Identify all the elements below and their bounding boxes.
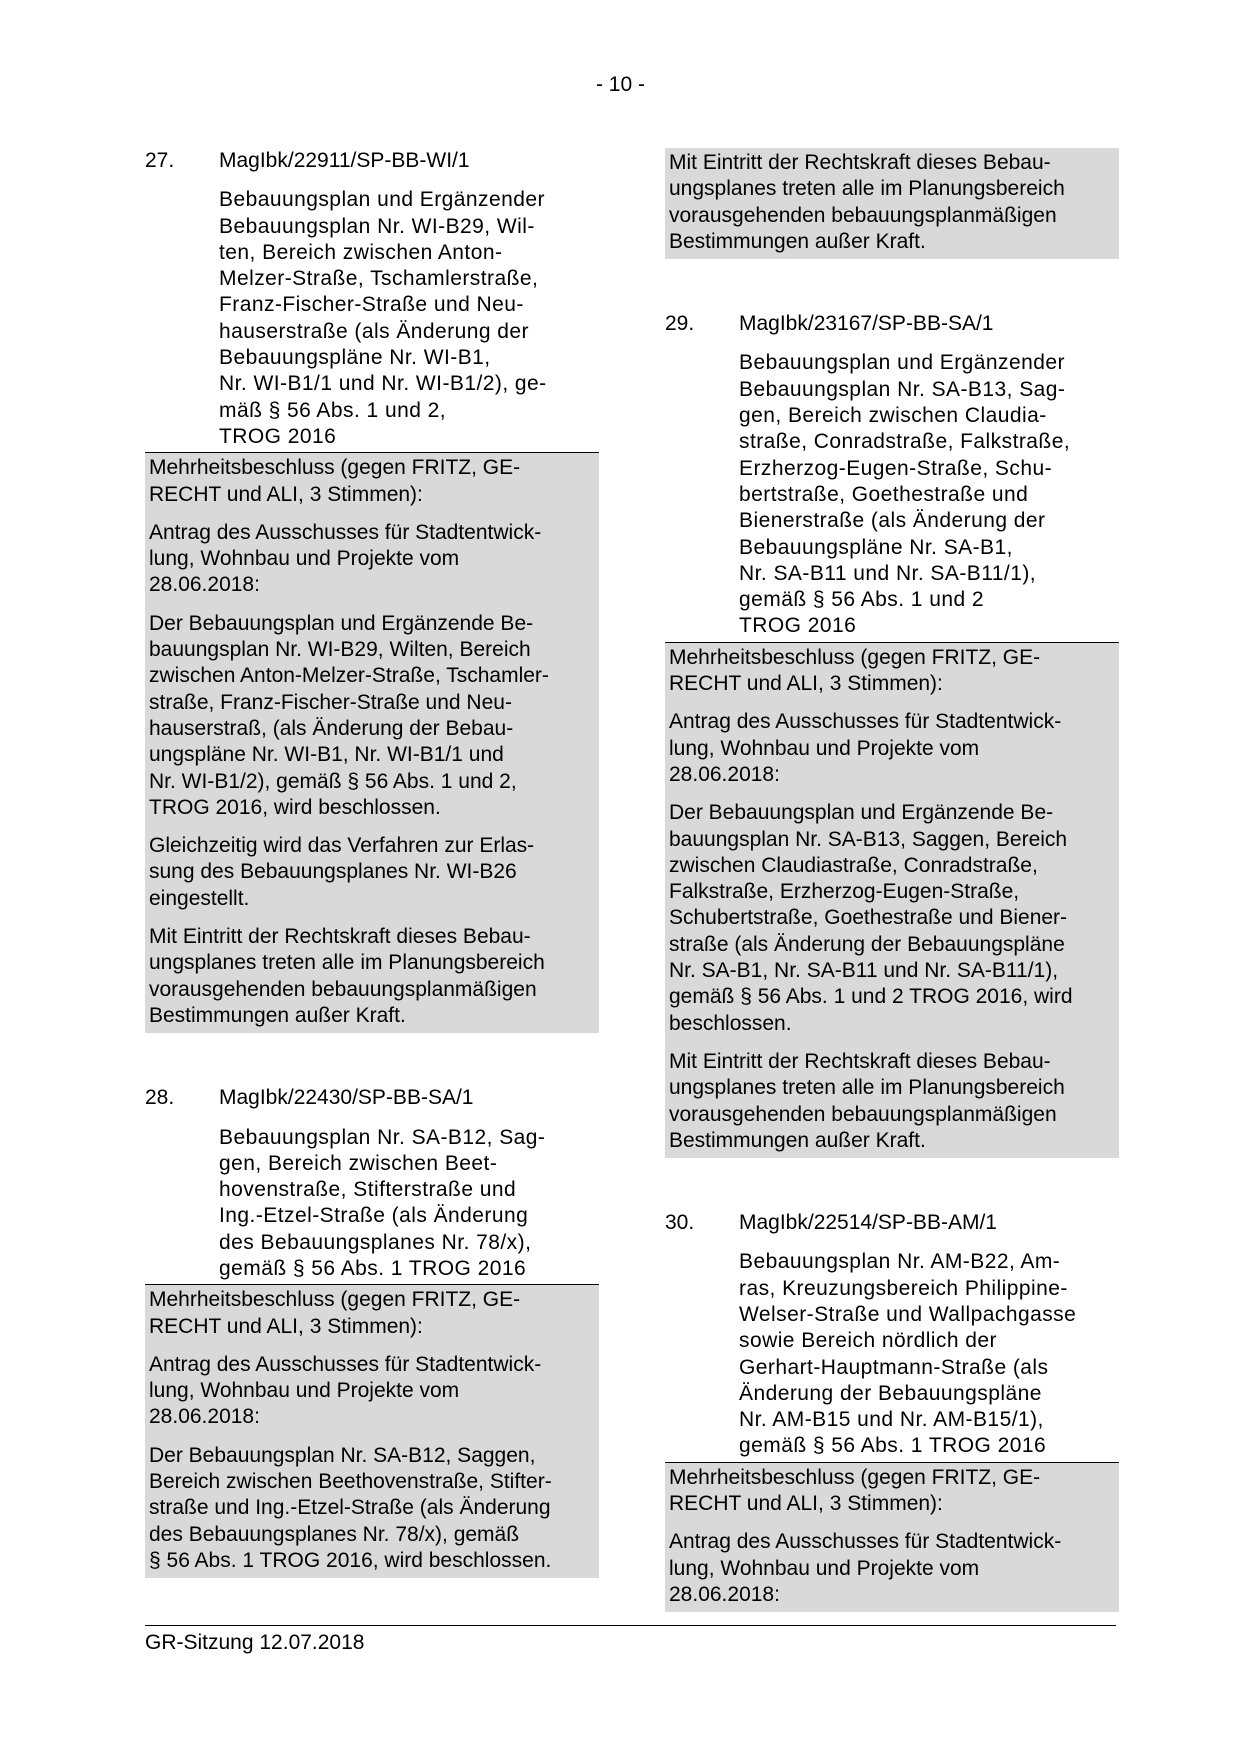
text-line: Antrag des Ausschusses für Stadtentwick- — [669, 710, 1062, 734]
item-number: 28. — [145, 1086, 175, 1110]
continued-decision-box — [665, 148, 1119, 259]
text-line: 28.06.2018: — [149, 573, 260, 597]
text-line: zwischen Claudiastraße, Conradstraße, — [669, 853, 1038, 877]
title-line: ras, Kreuzungsbereich Philippine- — [739, 1276, 1068, 1300]
item-reference: MagIbk/22430/SP-BB-SA/1 — [219, 1086, 474, 1110]
title-line: gemäß § 56 Abs. 1 TROG 2016 — [219, 1256, 527, 1280]
right-column — [665, 148, 1119, 1612]
motion-text — [149, 520, 595, 599]
left-column — [145, 148, 599, 1578]
title-line: straße, Conradstraße, Falkstraße, — [739, 430, 1071, 454]
text-line: ungsplanes treten alle im Planungsbereich — [149, 951, 545, 975]
text-line: Antrag des Ausschusses für Stadtentwick- — [149, 1352, 542, 1376]
title-line: TROG 2016 — [219, 424, 337, 448]
text-line: lung, Wohnbau und Projekte vom — [149, 1379, 460, 1403]
text-line: Mit Eintritt der Rechtskraft dieses Bebau- — [669, 151, 1051, 174]
text-line: lung, Wohnbau und Projekte vom — [669, 736, 980, 760]
resolution-text — [149, 1443, 595, 1574]
title-line: Bebauungsplan Nr. SA-B12, Sag- — [219, 1125, 546, 1149]
text-line: Bestimmungen außer Kraft. — [669, 229, 926, 253]
text-line: Antrag des Ausschusses für Stadtentwick- — [149, 520, 542, 544]
text-line: RECHT und ALI, 3 Stimmen): — [669, 672, 943, 696]
title-line: Bebauungsplan Nr. AM-B22, Am- — [739, 1250, 1061, 1274]
item-number: 27. — [145, 149, 175, 172]
decision-box — [145, 453, 599, 1033]
text-line: straße und Ing.-Etzel-Straße (als Änderung — [149, 1496, 551, 1520]
resolution-text — [149, 611, 595, 821]
repeal-text — [669, 1049, 1115, 1154]
text-line: vorausgehenden bebauungsplanmäßigen — [669, 1102, 1057, 1126]
vote-result — [669, 645, 1115, 698]
text-line: ungspläne Nr. WI-B1, Nr. WI-B1/1 und — [149, 743, 504, 767]
text-line: 28.06.2018: — [669, 1582, 780, 1606]
title-line: gemäß § 56 Abs. 1 und 2 — [739, 588, 985, 612]
title-line: gemäß § 56 Abs. 1 TROG 2016 — [739, 1434, 1047, 1458]
item-number: 30. — [665, 1211, 695, 1235]
text-line: ungsplanes treten alle im Planungsbereich — [669, 1076, 1065, 1100]
text-line: Mehrheitsbeschluss (gegen FRITZ, GE- — [149, 456, 521, 480]
text-line: straße, Franz-Fischer-Straße und Neu- — [149, 690, 512, 714]
item-title — [739, 350, 1119, 641]
title-line: Bebauungsplan und Ergänzender — [739, 351, 1065, 375]
item-reference: MagIbk/22514/SP-BB-AM/1 — [739, 1211, 997, 1235]
text-line: lung, Wohnbau und Projekte vom — [149, 547, 460, 571]
text-line: zwischen Anton-Melzer-Straße, Tschamler- — [149, 664, 549, 688]
vote-result — [149, 455, 595, 508]
text-line: des Bebauungsplanes Nr. 78/x), gemäß — [149, 1522, 520, 1546]
text-line: vorausgehenden bebauungsplanmäßigen — [149, 977, 537, 1001]
motion-text — [149, 1352, 595, 1431]
text-line: beschlossen. — [669, 1011, 792, 1035]
title-line: gen, Bereich zwischen Claudia- — [739, 404, 1047, 428]
title-line: Bebauungspläne Nr. WI-B1, — [219, 346, 491, 370]
item-title — [739, 1249, 1119, 1461]
repeal-text — [149, 924, 595, 1029]
text-line: Bestimmungen außer Kraft. — [149, 1003, 406, 1027]
title-line: Gerhart-Hauptmann-Straße (als — [739, 1355, 1049, 1379]
text-line: straße (als Änderung der Bebauungspläne — [669, 932, 1065, 956]
title-line: Bebauungsplan Nr. WI-B29, Wil- — [219, 214, 535, 238]
agenda-item-28 — [145, 1085, 599, 1578]
title-line: Bebauungsplan und Ergänzender — [219, 188, 545, 212]
title-line: gen, Bereich zwischen Beet- — [219, 1151, 498, 1175]
title-line: Melzer-Straße, Tschamlerstraße, — [219, 267, 539, 291]
decision-box — [145, 1285, 599, 1578]
text-line: RECHT und ALI, 3 Stimmen): — [149, 482, 423, 506]
title-line: sowie Bereich nördlich der — [739, 1329, 997, 1353]
text-line: Mehrheitsbeschluss (gegen FRITZ, GE- — [669, 1465, 1041, 1489]
spacer — [665, 259, 1119, 311]
title-line: Bienerstraße (als Änderung der — [739, 509, 1046, 533]
motion-text — [669, 1529, 1115, 1608]
item-header — [665, 1210, 1119, 1236]
title-line: Franz-Fischer-Straße und Neu- — [219, 293, 524, 317]
item-header — [665, 311, 1119, 337]
text-line: RECHT und ALI, 3 Stimmen): — [669, 1492, 943, 1516]
text-line: sung des Bebauungsplanes Nr. WI-B26 — [149, 860, 517, 884]
vote-result — [669, 1465, 1115, 1518]
spacer — [145, 1033, 599, 1085]
text-line: Schubertstraße, Goethestraße und Biener- — [669, 906, 1068, 930]
item-number: 29. — [665, 312, 695, 336]
decision-box — [665, 1463, 1119, 1612]
text-line: bauungsplan Nr. WI-B29, Wilten, Bereich — [149, 638, 531, 662]
title-line: Nr. SA-B11 und Nr. SA-B11/1), — [739, 561, 1037, 585]
text-line: eingestellt. — [149, 886, 250, 910]
item-reference: MagIbk/22911/SP-BB-WI/1 — [219, 149, 470, 172]
title-line: Bebauungsplan Nr. SA-B13, Sag- — [739, 377, 1066, 401]
title-line: Welser-Straße und Wallpachgasse — [739, 1302, 1077, 1326]
text-line: TROG 2016, wird beschlossen. — [149, 795, 441, 819]
text-line: Antrag des Ausschusses für Stadtentwick- — [669, 1530, 1062, 1554]
text-line: 28.06.2018: — [669, 762, 780, 786]
text-line: Der Bebauungsplan und Ergänzende Be- — [149, 611, 534, 635]
title-line: hauserstraße (als Änderung der — [219, 319, 529, 343]
text-line: gemäß § 56 Abs. 1 und 2 TROG 2016, wird — [669, 985, 1073, 1009]
title-line: mäß § 56 Abs. 1 und 2, — [219, 398, 447, 422]
text-line: § 56 Abs. 1 TROG 2016, wird beschlossen. — [149, 1548, 552, 1572]
page-number: - 10 - — [595, 73, 645, 96]
repeal-text — [669, 150, 1115, 255]
title-line: bertstraße, Goethestraße und — [739, 482, 1029, 506]
title-line: TROG 2016 — [739, 614, 857, 638]
item-title — [219, 1125, 599, 1285]
text-line: lung, Wohnbau und Projekte vom — [669, 1556, 980, 1580]
title-line: Änderung der Bebauungspläne — [739, 1381, 1042, 1405]
text-line: Nr. WI-B1/2), gemäß § 56 Abs. 1 und 2, — [149, 769, 517, 793]
title-line: des Bebauungsplanes Nr. 78/x), — [219, 1230, 532, 1254]
text-line: Falkstraße, Erzherzog-Eugen-Straße, — [669, 880, 1020, 904]
agenda-item-27 — [145, 148, 599, 1033]
motion-text — [669, 709, 1115, 788]
page-footer: GR-Sitzung 12.07.2018 — [145, 1625, 1116, 1656]
item-header — [145, 1085, 599, 1111]
text-line: Mit Eintritt der Rechtskraft dieses Bebau- — [149, 925, 531, 949]
text-line: bauungsplan Nr. SA-B13, Saggen, Bereich — [669, 827, 1068, 851]
decision-box — [665, 643, 1119, 1158]
agenda-item-29 — [665, 311, 1119, 1158]
title-line: ten, Bereich zwischen Anton- — [219, 240, 503, 264]
text-line: Der Bebauungsplan Nr. SA-B12, Saggen, — [149, 1443, 536, 1467]
text-line: Mehrheitsbeschluss (gegen FRITZ, GE- — [149, 1288, 521, 1312]
text-line: RECHT und ALI, 3 Stimmen): — [149, 1314, 423, 1338]
title-line: hovenstraße, Stifterstraße und — [219, 1178, 517, 1202]
title-line: Nr. WI-B1/1 und Nr. WI-B1/2), ge- — [219, 372, 547, 396]
text-line: Nr. SA-B1, Nr. SA-B11 und Nr. SA-B11/1), — [669, 959, 1059, 983]
text-line: hauserstraß, (als Änderung der Bebau- — [149, 716, 514, 740]
text-line: Bestimmungen außer Kraft. — [669, 1128, 926, 1152]
resolution-text — [669, 800, 1115, 1037]
item-header — [145, 148, 599, 174]
title-line: Nr. AM-B15 und Nr. AM-B15/1), — [739, 1408, 1044, 1432]
agenda-item-30 — [665, 1210, 1119, 1612]
text-line: Der Bebauungsplan und Ergänzende Be- — [669, 801, 1054, 825]
text-line: Mehrheitsbeschluss (gegen FRITZ, GE- — [669, 645, 1041, 669]
vote-result — [149, 1287, 595, 1340]
text-line: Mit Eintritt der Rechtskraft dieses Bebau- — [669, 1049, 1051, 1073]
text-line: Bereich zwischen Beethovenstraße, Stifter- — [149, 1470, 552, 1494]
text-line: ungsplanes treten alle im Planungsbereich — [669, 177, 1065, 201]
text-line: vorausgehenden bebauungsplanmäßigen — [669, 203, 1057, 227]
text-line: Gleichzeitig wird das Verfahren zur Erlas- — [149, 834, 535, 858]
discontinued-text — [149, 833, 595, 912]
text-line: 28.06.2018: — [149, 1405, 260, 1429]
title-line: Bebauungspläne Nr. SA-B1, — [739, 535, 1013, 559]
title-line: Erzherzog-Eugen-Straße, Schu- — [739, 456, 1053, 480]
spacer — [665, 1158, 1119, 1210]
title-line: Ing.-Etzel-Straße (als Änderung — [219, 1204, 529, 1228]
item-reference: MagIbk/23167/SP-BB-SA/1 — [739, 312, 994, 336]
item-title — [219, 187, 599, 452]
